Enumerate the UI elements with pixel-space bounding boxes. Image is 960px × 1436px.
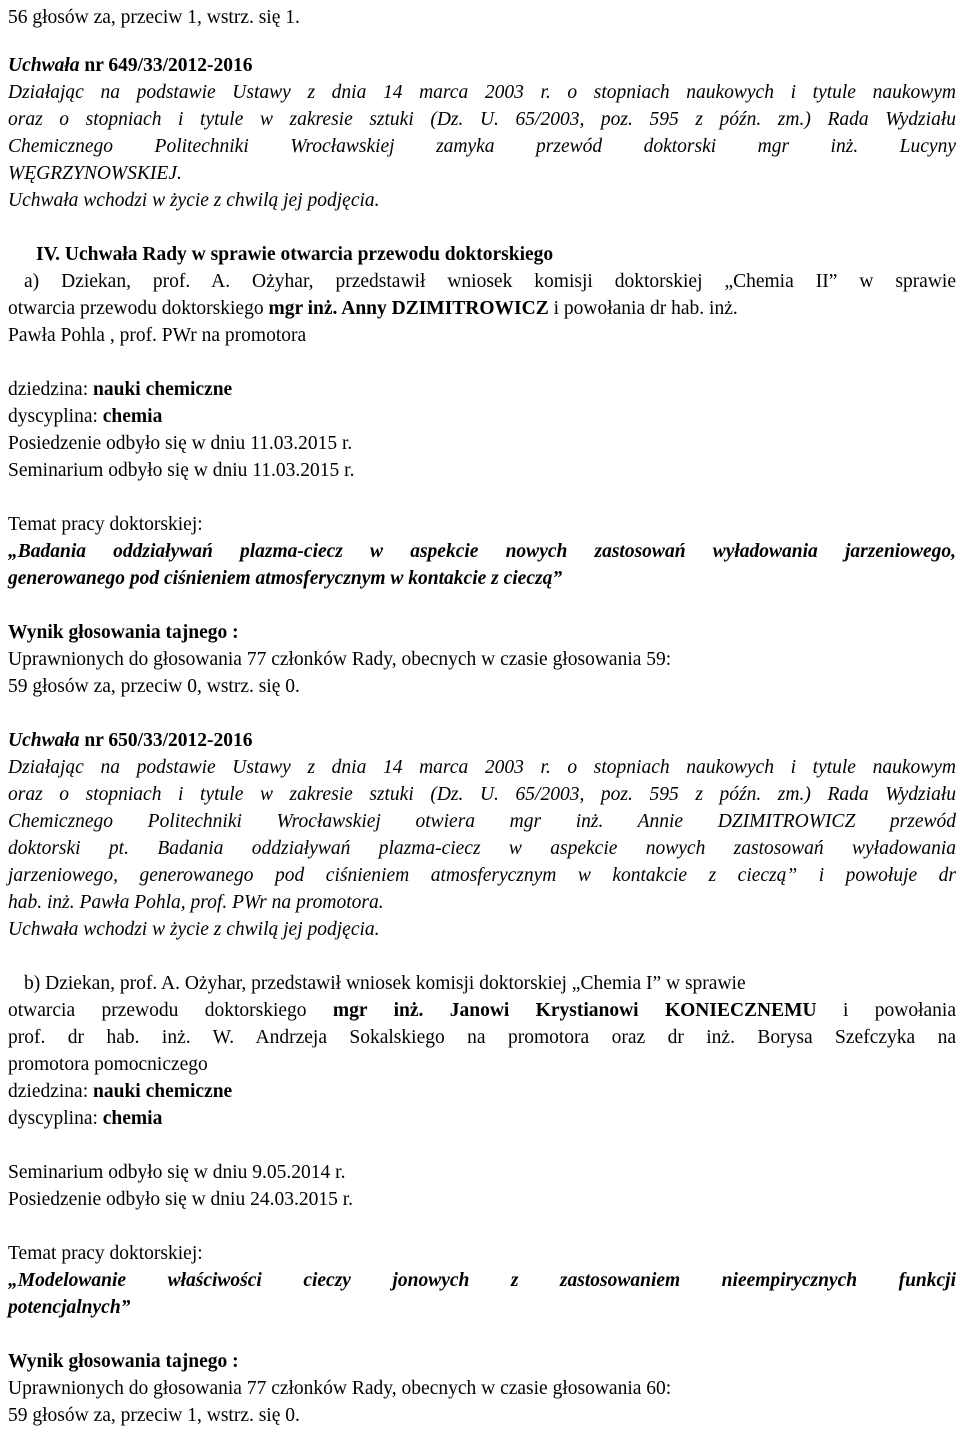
item-b-discipline-value: chemia [102,1108,163,1129]
item-a-candidate: mgr inż. Anny DZIMITROWICZ [268,298,549,319]
section-iv-number: IV. [36,244,61,265]
item-b-line-1: b) Dziekan, prof. A. Ożyhar, przedstawił wniosek komisji doktorskiej „Chemia I” w sprawie [24,973,746,994]
resolution-650-line-4: doktorski pt. Badania oddziaływań plazma-ciecz w aspekcie nowych zastosowań wyładowania [8,838,956,859]
resolution-649-line-4: WĘGRZYNOWSKIEJ. [8,163,182,184]
resolution-650-line-5: jarzeniowego, generowanego pod ciśnieniem atmosferycznym w kontakcie z cieczą” i powołuje dr [8,865,956,886]
item-b-field-value: nauki chemiczne [93,1081,233,1102]
resolution-650-line-1: Działając na podstawie Ustawy z dnia 14 marca 2003 r. o stopniach naukowych i tytule naukowym [8,757,956,778]
resolution-649-line-3: Chemicznego Politechniki Wrocławskiej zamyka przewód doktorski mgr inż. Lucyny [8,136,956,157]
item-b-discipline [8,1105,162,1132]
item-a-line-3: Pawła Pohla , prof. PWr na promotora [8,325,307,346]
item-a-line-2-text: otwarcia przewodu doktorskiego [8,298,269,319]
section-iv-heading [36,241,553,268]
item-a-seminar-date: Seminarium odbyło się w dniu 11.03.2015 r. [8,460,355,481]
item-b-meeting-date: Posiedzenie odbyło się w dniu 24.03.2015 r. [8,1189,354,1210]
resolution-650-line-6: hab. inż. Pawła Pohla, prof. PWr na promotora. [8,892,384,913]
resolution-649-line-5: Uchwała wchodzi w życie z chwilą jej podjęcia. [8,190,380,211]
item-a-discipline-label: dyscyplina: [8,406,103,427]
item-b-line-2 [8,997,956,1024]
item-a-discipline [8,403,162,430]
resolution-649-title-number: nr 649/33/2012-2016 [79,55,253,76]
item-b-line-2-text: otwarcia przewodu doktorskiego [8,1000,333,1021]
section-iv-title: Uchwała Rady w sprawie otwarcia przewodu doktorskiego [64,244,554,265]
item-b-candidate: mgr inż. Janowi Krystianowi KONIECZNEMU [332,1000,817,1021]
resolution-650-title [8,727,253,754]
item-b-topic-line-1: „Modelowanie właściwości cieczy jonowych z zastosowaniem nieempirycznych funkcji [8,1270,956,1291]
item-a-field-value: nauki chemiczne [93,379,233,400]
item-a-topic-line-2: generowanego pod ciśnieniem atmosferycznym w kontakcie z cieczą” [8,568,563,589]
item-a-line-2 [8,295,738,322]
resolution-650-line-3: Chemicznego Politechniki Wrocławskiej otwiera mgr inż. Annie DZIMITROWICZ przewód [8,811,956,832]
item-b-vote-eligible: Uprawnionych do głosowania 77 członków Rady, obecnych w czasie głosowania 60: [8,1378,672,1399]
item-b-line-2-end: i powołania [816,1000,957,1021]
item-a-meeting-date: Posiedzenie odbyło się w dniu 11.03.2015 r. [8,433,353,454]
item-b-field [8,1078,232,1105]
resolution-650-title-number: nr 650/33/2012-2016 [79,730,253,751]
resolution-649-line-1: Działając na podstawie Ustawy z dnia 14 marca 2003 r. o stopniach naukowych i tytule naukowym [8,82,956,103]
item-b-topic-line-2: potencjalnych” [8,1297,131,1318]
item-a-discipline-value: chemia [102,406,163,427]
item-a-vote-title: Wynik głosowania tajnego : [8,622,239,643]
item-a-field [8,376,232,403]
resolution-649-title-prefix: Uchwała [8,55,80,76]
item-a-topic-line-1: „Badania oddziaływań plazma-ciecz w aspekcie nowych zastosowań wyładowania jarzeniowego, [8,541,956,562]
resolution-650-title-prefix: Uchwała [8,730,80,751]
item-a-vote-result: 59 głosów za, przeciw 0, wstrz. się 0. [8,676,300,697]
item-b-line-4: promotora pomocniczego [8,1054,208,1075]
item-a-topic-label: Temat pracy doktorskiej: [8,514,203,535]
resolution-650-line-2: oraz o stopniach i tytule w zakresie sztuki (Dz. U. 65/2003, poz. 595 z późn. zm.) Rada Wydziału [8,784,956,805]
item-a-line-2-end: i powołania dr hab. inż. [548,298,738,319]
item-b-line-3: prof. dr hab. inż. W. Andrzeja Sokalskiego na promotora oraz dr inż. Borysa Szefczyka na [8,1027,956,1048]
votes-line: 56 głosów za, przeciw 1, wstrz. się 1. [8,7,300,28]
resolution-650-line-7: Uchwała wchodzi w życie z chwilą jej podjęcia. [8,919,380,940]
item-a-vote-eligible: Uprawnionych do głosowania 77 członków Rady, obecnych w czasie głosowania 59: [8,649,672,670]
item-b-topic-label: Temat pracy doktorskiej: [8,1243,203,1264]
item-b-discipline-label: dyscyplina: [8,1108,103,1129]
item-b-field-label: dziedzina: [8,1081,93,1102]
resolution-649-line-2: oraz o stopniach i tytule w zakresie sztuki (Dz. U. 65/2003, poz. 595 z późn. zm.) Rada Wydziału [8,109,956,130]
item-a-field-label: dziedzina: [8,379,93,400]
item-b-seminar-date: Seminarium odbyło się w dniu 9.05.2014 r. [8,1162,346,1183]
item-b-vote-result: 59 głosów za, przeciw 1, wstrz. się 0. [8,1405,300,1426]
resolution-649-title [8,52,253,79]
item-a-line-1: a) Dziekan, prof. A. Ożyhar, przedstawił wniosek komisji doktorskiej „Chemia II” w sprawie [24,271,956,292]
item-b-vote-title: Wynik głosowania tajnego : [8,1351,239,1372]
